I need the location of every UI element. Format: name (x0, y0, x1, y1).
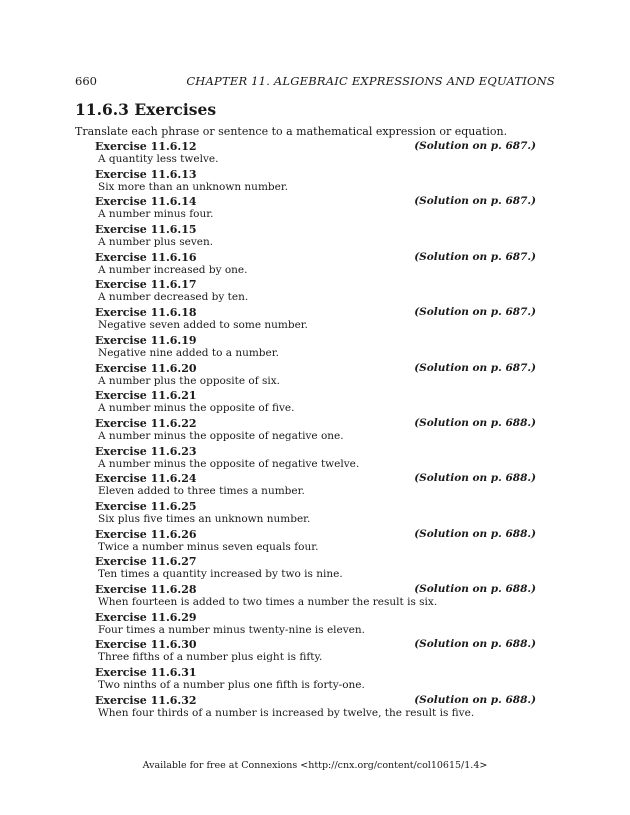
exercise-header (95, 389, 536, 402)
chapter-title: CHAPTER 11. ALGEBRAIC EXPRESSIONS AND EQUATIONS (186, 74, 555, 88)
exercise-title: Exercise 11.6.18 (95, 306, 197, 320)
exercise-header (95, 555, 536, 568)
exercise-item (95, 417, 536, 445)
exercise-list (95, 140, 536, 721)
exercise-title: Exercise 11.6.28 (95, 583, 197, 596)
solution-link[interactable]: (Solution on p. 688.) (414, 693, 536, 706)
exercise-header (95, 417, 536, 430)
exercise-prompt: Ten times a quantity increased by two is nine. (98, 568, 343, 581)
exercise-item (95, 445, 536, 473)
exercise-title: Exercise 11.6.16 (95, 250, 197, 264)
exercise-prompt: A number minus the opposite of five. (98, 402, 295, 415)
exercise-header (95, 528, 536, 541)
exercise-prompt: A number plus the opposite of six. (98, 374, 280, 387)
exercise-item (95, 472, 536, 500)
exercise-item (95, 140, 536, 168)
exercise-prompt: A number plus seven. (98, 236, 214, 249)
exercise-title: Exercise 11.6.13 (95, 167, 197, 181)
exercise-header (95, 500, 536, 513)
exercise-item (95, 278, 536, 306)
exercise-item (95, 500, 536, 528)
exercise-header (95, 251, 536, 264)
exercise-prompt: Negative nine added to a number. (98, 346, 279, 359)
exercise-item (95, 334, 536, 362)
exercise-prompt: A number minus the opposite of negative twelve. (98, 457, 360, 470)
exercise-item (95, 638, 536, 666)
exercise-header (95, 362, 536, 375)
exercise-header (95, 334, 536, 347)
exercise-prompt: Twice a number minus seven equals four. (98, 540, 319, 553)
exercise-title: Exercise 11.6.25 (95, 499, 197, 513)
exercise-prompt: A number increased by one. (98, 263, 248, 276)
exercise-prompt: Eleven added to three times a number. (98, 485, 305, 498)
exercise-prompt: Four times a number minus twenty-nine is eleven. (98, 623, 365, 636)
exercise-title: Exercise 11.6.17 (95, 278, 197, 292)
exercise-title: Exercise 11.6.27 (95, 555, 197, 569)
exercise-header (95, 472, 536, 485)
exercise-title: Exercise 11.6.26 (95, 527, 197, 541)
solution-link[interactable]: (Solution on p. 688.) (414, 638, 536, 651)
exercise-item (95, 666, 536, 694)
exercise-title: Exercise 11.6.32 (95, 693, 197, 707)
exercise-prompt: When fourteen is added to two times a number the result is six. (98, 596, 438, 608)
exercise-prompt: A number minus the opposite of negative one. (98, 429, 344, 442)
exercise-header (95, 611, 536, 624)
exercise-header (95, 666, 536, 679)
exercise-title: Exercise 11.6.31 (95, 666, 197, 680)
exercise-item (95, 362, 536, 390)
exercise-title: Exercise 11.6.15 (95, 223, 197, 237)
exercise-title: Exercise 11.6.20 (95, 361, 197, 375)
exercise-title: Exercise 11.6.22 (95, 416, 197, 430)
exercise-title: Exercise 11.6.29 (95, 610, 197, 624)
exercise-title: Exercise 11.6.23 (95, 444, 197, 458)
exercise-item (95, 195, 536, 223)
exercise-header (95, 140, 536, 153)
exercise-title: Exercise 11.6.14 (95, 195, 197, 209)
exercise-item (95, 251, 536, 279)
section-title: 11.6.3 Exercises (75, 100, 217, 119)
exercise-item (95, 223, 536, 251)
exercise-item (95, 583, 536, 611)
exercise-prompt: A number minus four. (98, 208, 214, 221)
exercise-item (95, 389, 536, 417)
page-header (75, 74, 555, 88)
solution-link[interactable]: (Solution on p. 687.) (414, 361, 536, 374)
exercise-item (95, 611, 536, 639)
exercise-title: Exercise 11.6.24 (95, 472, 197, 486)
exercise-header (95, 223, 536, 236)
solution-link[interactable]: (Solution on p. 688.) (414, 416, 536, 429)
exercise-prompt: Six more than an unknown number. (98, 180, 289, 193)
exercise-prompt: Two ninths of a number plus one fifth is forty-one. (98, 679, 365, 692)
solution-link[interactable]: (Solution on p. 687.) (414, 140, 536, 152)
exercise-header (95, 168, 536, 181)
solution-link[interactable]: (Solution on p. 688.) (414, 527, 536, 540)
exercise-header (95, 278, 536, 291)
exercise-prompt: When four thirds of a number is increased by twelve, the result is five. (98, 706, 475, 719)
exercise-item (95, 168, 536, 196)
page-number: 660 (75, 74, 97, 88)
exercise-header (95, 195, 536, 208)
exercise-prompt: A number decreased by ten. (98, 291, 249, 304)
exercise-title: Exercise 11.6.12 (95, 140, 197, 153)
solution-link[interactable]: (Solution on p. 688.) (414, 472, 536, 485)
solution-link[interactable]: (Solution on p. 687.) (414, 250, 536, 263)
exercise-title: Exercise 11.6.30 (95, 638, 197, 652)
solution-link[interactable]: (Solution on p. 687.) (414, 195, 536, 208)
exercise-item (95, 555, 536, 583)
exercise-title: Exercise 11.6.21 (95, 389, 197, 403)
exercise-header (95, 694, 536, 707)
exercise-title: Exercise 11.6.19 (95, 333, 197, 347)
exercise-prompt: A quantity less twelve. (98, 153, 219, 165)
exercise-prompt: Three fifths of a number plus eight is fifty. (98, 651, 323, 664)
exercise-item (95, 694, 536, 722)
section-intro: Translate each phrase or sentence to a mathematical expression or equation. (75, 125, 508, 138)
exercise-item (95, 306, 536, 334)
exercise-header (95, 306, 536, 319)
exercise-header (95, 583, 536, 596)
solution-link[interactable]: (Solution on p. 687.) (414, 306, 536, 319)
solution-link[interactable]: (Solution on p. 688.) (414, 583, 536, 595)
exercise-header (95, 445, 536, 458)
exercise-prompt: Negative seven added to some number. (98, 319, 308, 332)
page-footer: Available for free at Connexions <http://cnx.org/content/col10615/1.4> (142, 760, 488, 771)
exercise-header (95, 638, 536, 651)
exercise-prompt: Six plus five times an unknown number. (98, 512, 311, 525)
exercise-item (95, 528, 536, 556)
